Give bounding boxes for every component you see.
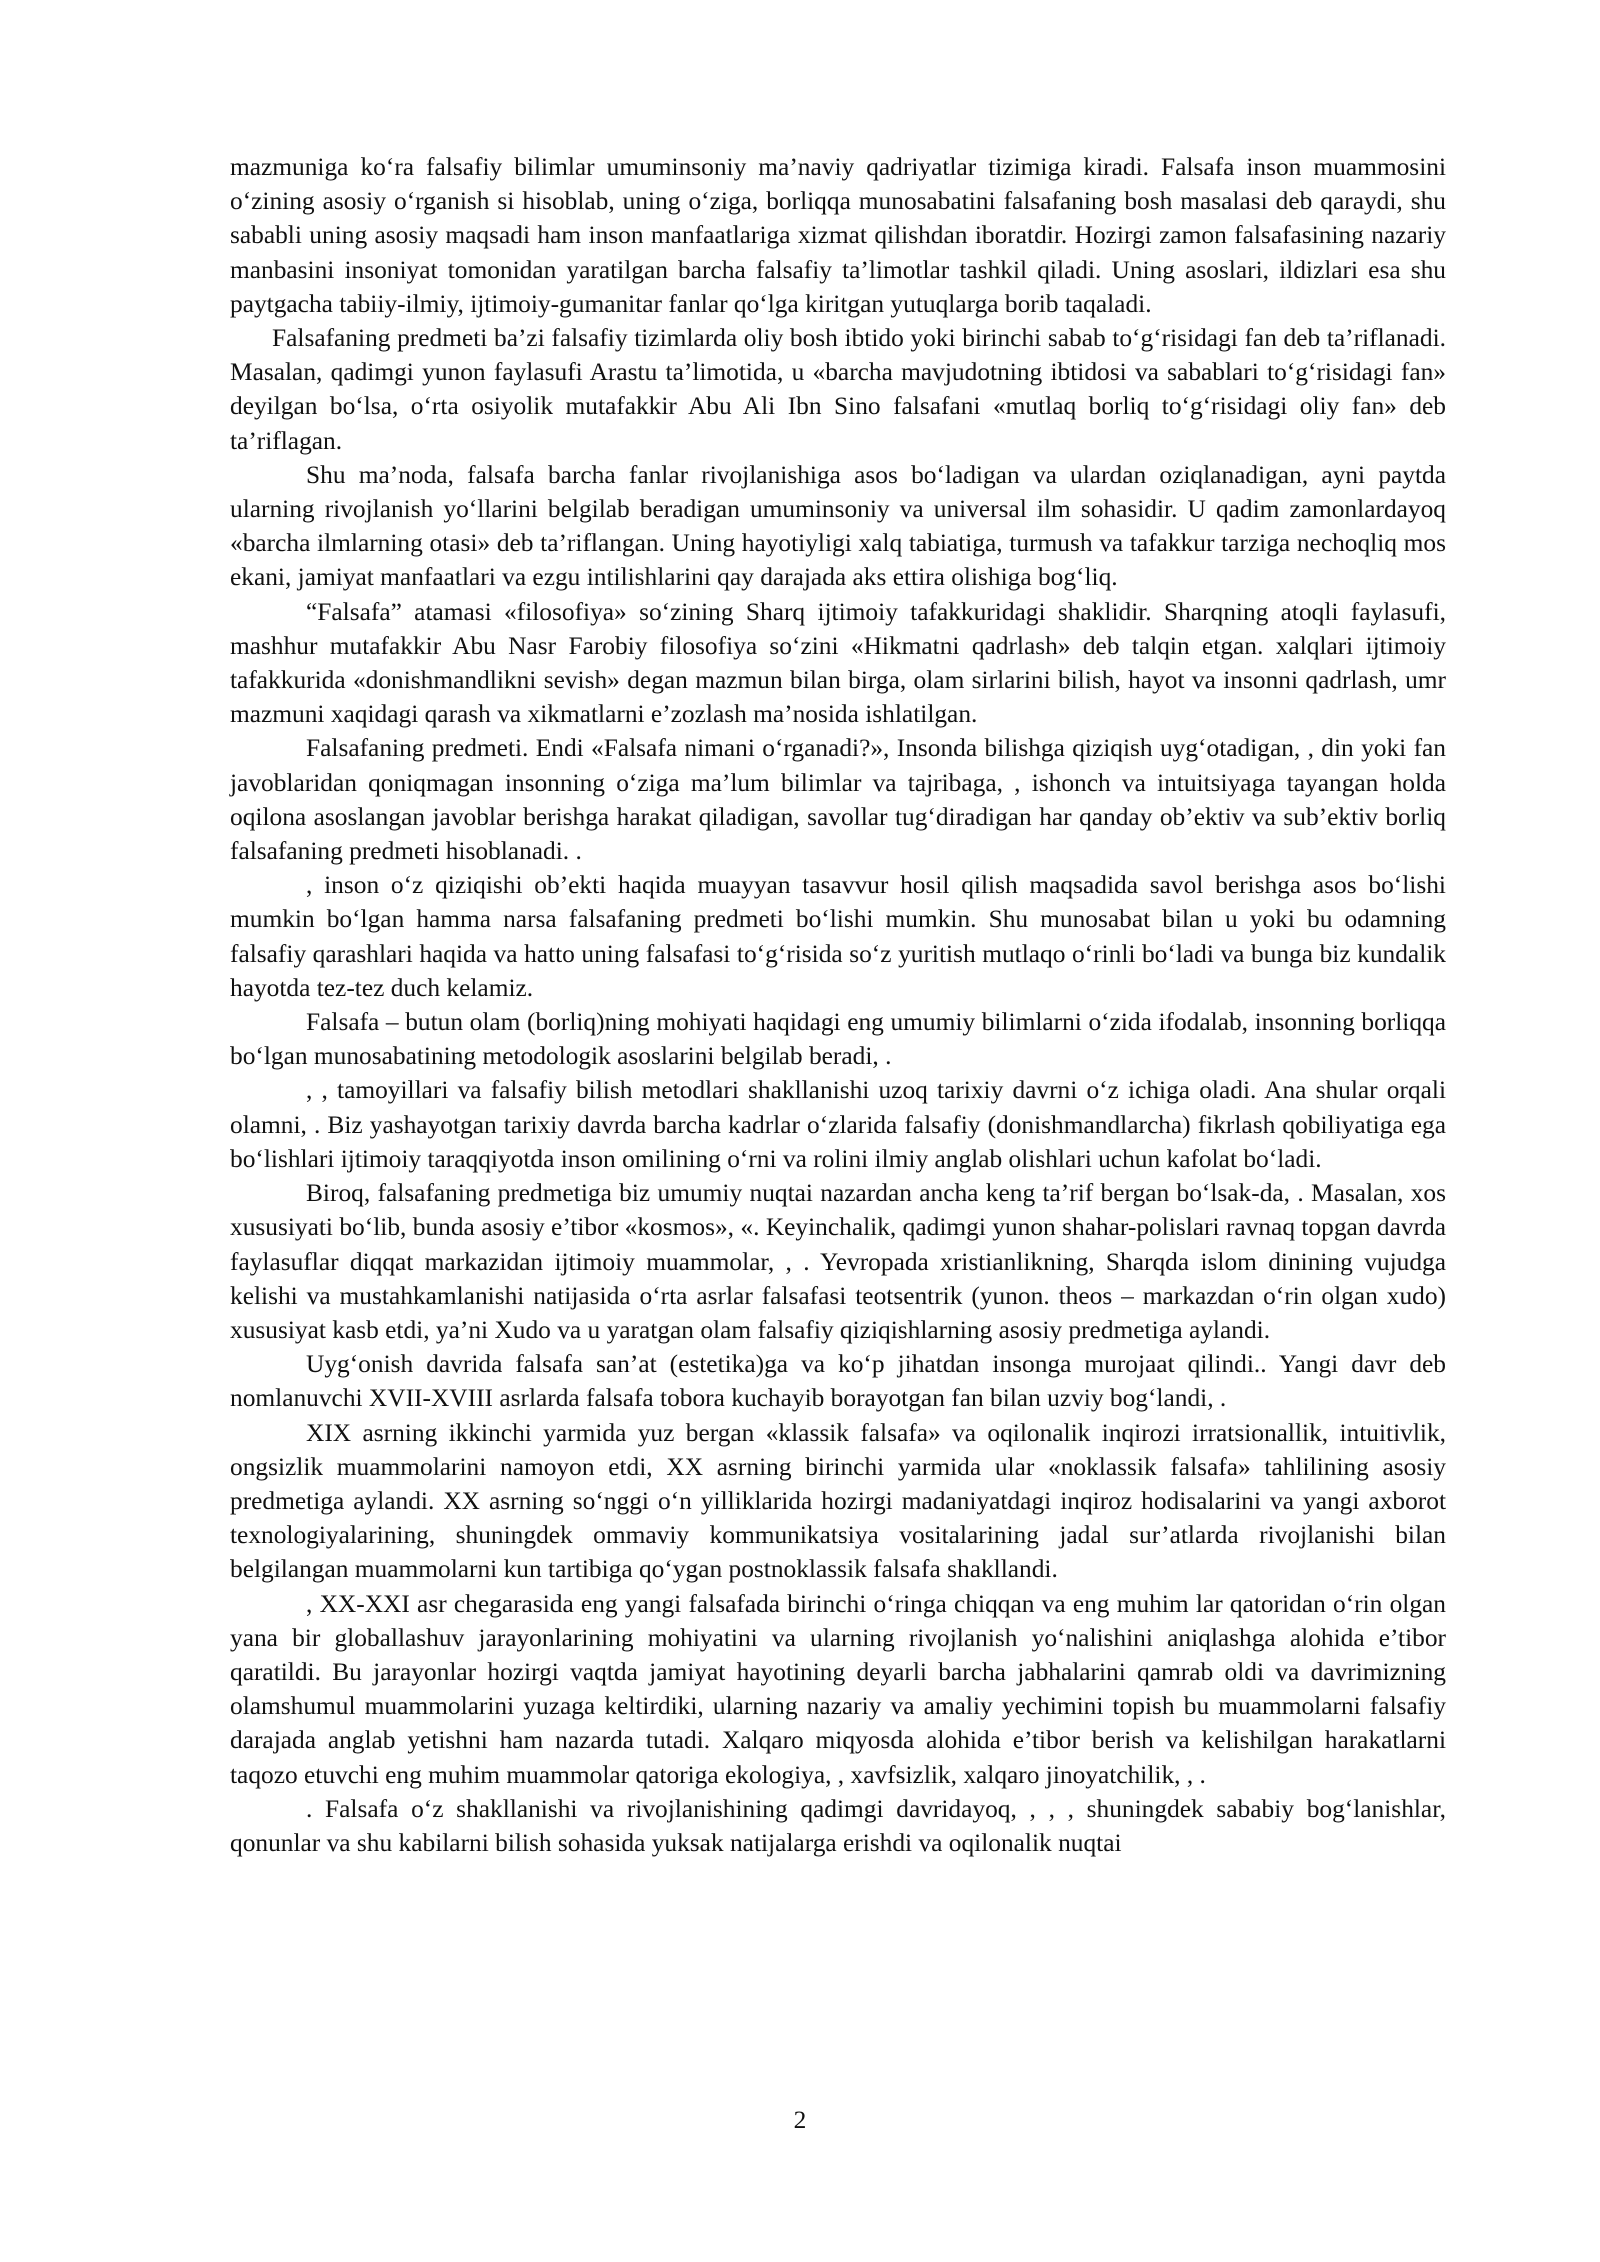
paragraph-3: Shu ma’noda, falsafa barcha fanlar rivojlanishiga asos bo‘ladigan va ulardan oziqlanadigan, ayni paytda ularning rivojlanish yo‘llarini belgilab beradigan umuminsoniy va universal ilm sohasidir. U qadim zamonlardayoq «barcha ilmlarning otasi» deb ta’riflangan. Uning hayotiyligi xalq tabiatiga, turmush va tafakkur tarziga nechoqliq mos ekani, jamiyat manfaatlari va ezgu intilishlarini qay darajada aks ettira olishiga bog‘liq.	[230, 460, 1446, 592]
paragraph-9: Biroq, falsafaning predmetiga biz umumiy nuqtai nazardan ancha keng ta’rif bergan bo‘lsak-da, . Masalan, xos xususiyati bo‘lib, bunda asosiy e’tibor «kosmos», «. Keyinchalik, qadimgi yunon shahar-polislari ravnaq topgan davrda faylasuflar diqqat markazidan ijtimoiy muammolar, , . Yevropada xristianlikning, Sharqda islom dinining vujudga kelishi va mustahkamlanishi natijasida o‘rta asrlar falsafasi teotsentrik (yunon. theos – markazdan o‘rin olgan xudo) xususiyat kasb etdi, ya’ni Xudo va u yaratgan olam falsafiy qiziqishlarning asosiy predmetiga aylandi.	[230, 1179, 1446, 1344]
paragraph-4: “Falsafa” atamasi «filosofiya» so‘zining Sharq ijtimoiy tafakkuridagi shaklidir. Sharqning atoqli faylasufi, mashhur mutafakkir Abu Nasr Farobiy filosofiya so‘zini «Hikmatni qadrlash» deb talqin etgan. xalqlari ijtimoiy tafakkurida «donishmandlikni sevish» degan mazmun bilan birga, olam sirlarini bilish, hayot va insonni qadrlash, umr mazmuni xaqidagi qarash va xikmatlarni e’zozlash ma’nosida ishlatilgan.	[230, 597, 1446, 729]
paragraph-6: , inson o‘z qiziqishi ob’ekti haqida muayyan tasavvur hosil qilish maqsadida savol berishga asos bo‘lishi mumkin bo‘lgan hamma narsa falsafaning predmeti bo‘lishi mumkin. Shu munosabat bilan u yoki bu odamning falsafiy qarashlari haqida va hatto uning falsafasi to‘g‘risida so‘z yuritish mutlaqo o‘rinli bo‘ladi va bunga biz kundalik hayotda tez-tez duch kelamiz.	[230, 871, 1446, 1002]
paragraph-5: Falsafaning predmeti. Endi «Falsafa nimani o‘rganadi?», Insonda bilishga qiziqish uyg‘otadigan, , din yoki fan javoblaridan qoniqmagan insonning o‘ziga ma’lum bilimlar va tajribaga, , ishonch va intuitsiyaga tayangan holda oqilona asoslangan javoblar berishga harakat qiladigan, savollar tug‘diradigan har qanday ob’ektiv va sub’ektiv borliq falsafaning predmeti hisoblanadi. .	[230, 734, 1446, 866]
paragraph-8: , , tamoyillari va falsafiy bilish metodlari shakllanishi uzoq tarixiy davrni o‘z ichiga oladi. Ana shular orqali olamni, . Biz yashayotgan tarixiy davrda barcha kadrlar o‘zlarida falsafiy (donishmandlarcha) fikrlash qobiliyatiga ega bo‘lishlari ijtimoiy taraqqiyotda inson omilining o‘rni va rolini ilmiy anglab olishlari uchun kafolat bo‘ladi.	[230, 1076, 1446, 1173]
paragraph-13: . Falsafa o‘z shakllanishi va rivojlanishining qadimgi davridayoq, , , , shuningdek sababiy bog‘lanishlar, qonunlar va shu kabilarni bilish sohasida yuksak natijalarga erishdi va oqilonalik nuqtai	[230, 1794, 1446, 1857]
page-number: 2	[793, 2106, 807, 2134]
document-page	[230, 150, 1446, 1860]
paragraph-2: Falsafaning predmeti ba’zi falsafiy tizimlarda oliy bosh ibtido yoki birinchi sabab to‘g‘risidagi fan deb ta’riflanadi. Masalan, qadimgi yunon faylasufi Arastu ta’limotida, u «barcha mavjudotning ibtidosi va sabablari to‘g‘risidagi fan» deyilgan bo‘lsa, o‘rta osiyolik mutafakkir Abu Ali Ibn Sino falsafani «mutlaq borliq to‘g‘risidagi oliy fan» deb ta’riflagan.	[230, 324, 1446, 455]
paragraph-11: XIX asrning ikkinchi yarmida yuz bergan «klassik falsafa» va oqilonalik inqirozi irratsionallik, intuitivlik, ongsizlik muammolarini namoyon etdi, XX asrning birinchi yarmida ular «noklassik falsafa» tahlilining asosiy predmetiga aylandi. XX asrning so‘nggi o‘n yilliklarida hozirgi madaniyatdagi inqiroz hodisalarini va yangi axborot texnologiyalarining, shuningdek ommaviy kommunikatsiya vositalarining jadal sur’atlarda rivojlanishi bilan belgilangan muammolarni kun tartibiga qo‘ygan postnoklassik falsafa shakllandi.	[230, 1418, 1446, 1584]
paragraph-10: Uyg‘onish davrida falsafa san’at (estetika)ga va ko‘p jihatdan insonga murojaat qilindi.. Yangi davr deb nomlanuvchi XVII-XVIII asrlarda falsafa tobora kuchayib borayotgan fan bilan uzviy bog‘landi, .	[230, 1350, 1446, 1413]
paragraph-7: Falsafa – butun olam (borliq)ning mohiyati haqidagi eng umumiy bilimlarni o‘zida ifodalab, insonning borliqqa bo‘lgan munosabatining metodologik asoslarini belgilab beradi, .	[230, 1008, 1446, 1071]
paragraph-1: mazmuniga ko‘ra falsafiy bilimlar umuminsoniy ma’naviy qadriyatlar tizimiga kiradi. Falsafa inson muammosini o‘zining asosiy o‘rganish si hisoblab, uning o‘ziga, borliqqa munosabatini falsafaning bosh masalasi deb qaraydi, shu sababli uning asosiy maqsadi ham inson manfaatlariga xizmat qilishdan iboratdir. Hozirgi zamon falsafasining nazariy manbasini insoniyat tomonidan yaratilgan barcha falsafiy ta’limotlar tashkil qiladi. Uning asoslari, ildizlari esa shu paytgacha tabiiy-ilmiy, ijtimoiy-gumanitar fanlar qo‘lga kiritgan yutuqlarga borib taqaladi.	[230, 153, 1446, 318]
paragraph-12: , XX-XXI asr chegarasida eng yangi falsafada birinchi o‘ringa chiqqan va eng muhim lar qatoridan o‘rin olgan yana bir globallashuv jarayonlarining mohiyatini va ularning rivojlanish yo‘nalishini aniqlashga alohida e’tibor qaratildi. Bu jarayonlar hozirgi vaqtda jamiyat hayotining deyarli barcha jabhalarini qamrab oldi va davrimizning olamshumul muammolarini yuzaga keltirdiki, ularning nazariy va amaliy yechimini topish bu muammolarni falsafiy darajada anglab yetishni ham nazarda tutadi. Xalqaro miqyosda alohida e’tibor berish va kelishilgan harakatlarni taqozo etuvchi eng muhim muammolar qatoriga ekologiya, , xavfsizlik, xalqaro jinoyatchilik, , .	[230, 1589, 1446, 1789]
